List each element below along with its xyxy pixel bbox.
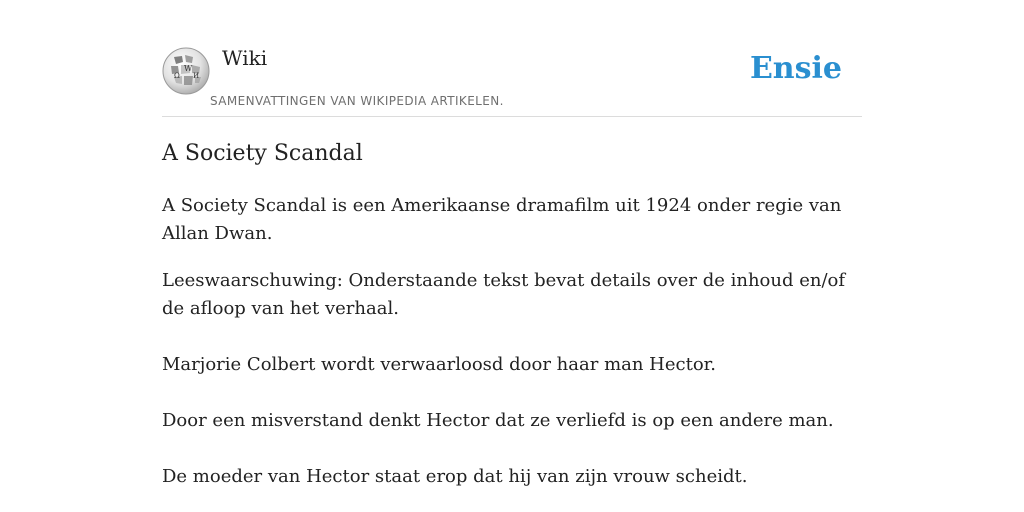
article-paragraph: De moeder van Hector staat erop dat hij van zijn vrouw scheidt. [162,466,748,487]
article-paragraph: Marjorie Colbert wordt verwaarloosd door haar man Hector. [162,354,717,375]
article-title: A Society Scandal [162,141,363,166]
svg-text:W: W [184,64,193,73]
site-name-link[interactable]: Wiki [222,46,268,70]
site-tagline: SAMENVATTINGEN VAN WIKIPEDIA ARTIKELEN. [210,94,504,108]
svg-text:И: И [193,72,200,80]
article-paragraph-intro: A Society Scandal is een Amerikaanse dramafilm uit 1924 onder regie van Allan Dwan. [162,195,842,244]
wikipedia-globe-icon[interactable] [162,47,210,95]
ensie-brand-link[interactable]: Ensie [749,51,842,86]
article-content [162,138,862,491]
article-paragraph: Door een misverstand denkt Hector dat ze verliefd is op een andere man. [162,410,834,431]
article-paragraph-spoiler-warning: Leeswaarschuwing: Onderstaande tekst bevat details over de inhoud en/of de afloop van het verhaal. [162,270,846,319]
site-header [162,0,862,117]
svg-text:Ω: Ω [174,72,180,80]
